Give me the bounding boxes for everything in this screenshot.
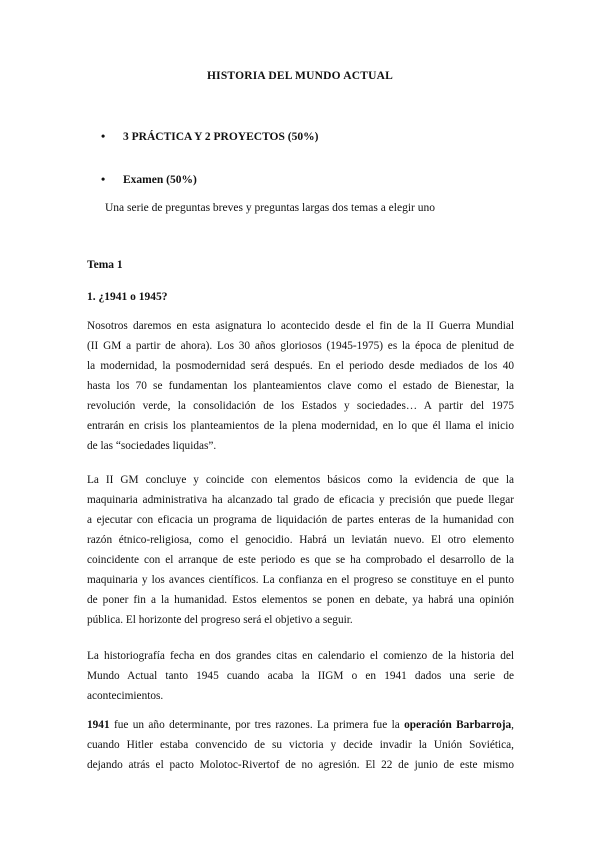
paragraph-intro [87, 316, 514, 456]
text-line: maquinaria administrativa ha alcanzado tal grado de eficacia y precisión que puede llegar [87, 494, 514, 506]
text-line: pública. El horizonte del progreso será el objetivo a seguir. [87, 614, 353, 626]
text-line: de las “sociedades liquidas”. [87, 440, 217, 452]
text-line [87, 715, 514, 735]
bullet-text: 3 PRÁCTICA Y 2 PROYECTOS (50%) [123, 131, 319, 143]
text-line: dejando atrás el pacto Molotoc-Rivertof de no agresión. El 22 de junio de este mismo [87, 759, 514, 771]
bullet-icon: • [101, 129, 106, 143]
topic-heading: Tema 1 [87, 259, 123, 271]
text-span: fue un año determinante, por tres razones. La primera fue la [109, 719, 405, 731]
bullet-item-practicas [101, 129, 318, 144]
bold-operation: operación Barbarroja [404, 719, 512, 731]
text-line: coincidente con el arranque de este periodo es que se ha comprobado el desarrollo de la [87, 554, 514, 566]
text-line: Nosotros daremos en esta asignatura lo acontecido desde el fin de la II Guerra Mundial [87, 320, 514, 332]
document-title: HISTORIA DEL MUNDO ACTUAL [207, 70, 393, 82]
text-line: la modernidad, la posmodernidad será después. En el periodo desde mediados de los 40 [87, 360, 514, 372]
text-span: , [511, 719, 514, 731]
paragraph-ii-gm [87, 470, 514, 630]
exam-note: Una serie de preguntas breves y preguntas largas dos temas a elegir uno [105, 202, 435, 214]
bullet-text: Examen (50%) [123, 174, 197, 186]
text-line: de poner fin a la humanidad. Estos elementos se ponen en debate, ya habrá una opinión [87, 594, 514, 606]
text-line: La historiografía fecha en dos grandes citas en calendario el comienzo de la historia del [87, 650, 514, 662]
paragraph-1941 [87, 715, 514, 775]
text-line: cuando Hitler estaba convencido de su victoria y decide invadir la Unión Soviética, [87, 739, 514, 751]
bold-year: 1941 [87, 719, 110, 731]
text-line: hasta los 70 se fundamentan los planteamientos clave como el estado de Bienestar, la [87, 380, 514, 392]
paragraph-historiografia [87, 646, 514, 706]
bullet-item-examen [101, 172, 197, 187]
section-heading: 1. ¿1941 o 1945? [87, 291, 168, 303]
text-line: Mundo Actual tanto 1945 cuando acaba la IIGM o en 1941 dados una serie de [87, 670, 514, 682]
text-line: a ejecutar con eficacia un programa de liquidación de partes enteras de la humanidad con [87, 514, 514, 526]
bullet-icon: • [101, 172, 106, 186]
text-line: razón étnico-religiosa, como el genocidio. Habrá un leviatán nuevo. El otro elemento [87, 534, 514, 546]
text-line: maquinaria y los avances científicos. La confianza en el progreso se constituye en el punto [87, 574, 514, 586]
text-line: acontecimientos. [87, 690, 164, 702]
text-line: (II GM a partir de ahora). Los 30 años gloriosos (1945-1975) es la época de plenitud de [87, 340, 514, 352]
text-line: entrarán en crisis los planteamientos de la plena modernidad, en lo que él llama el inicio [87, 420, 514, 432]
text-line: revolución verde, la consolidación de los Estados y sociedades… A partir del 1975 [87, 400, 514, 412]
text-line: La II GM concluye y coincide con elementos básicos como la evidencia de que la [87, 474, 514, 486]
